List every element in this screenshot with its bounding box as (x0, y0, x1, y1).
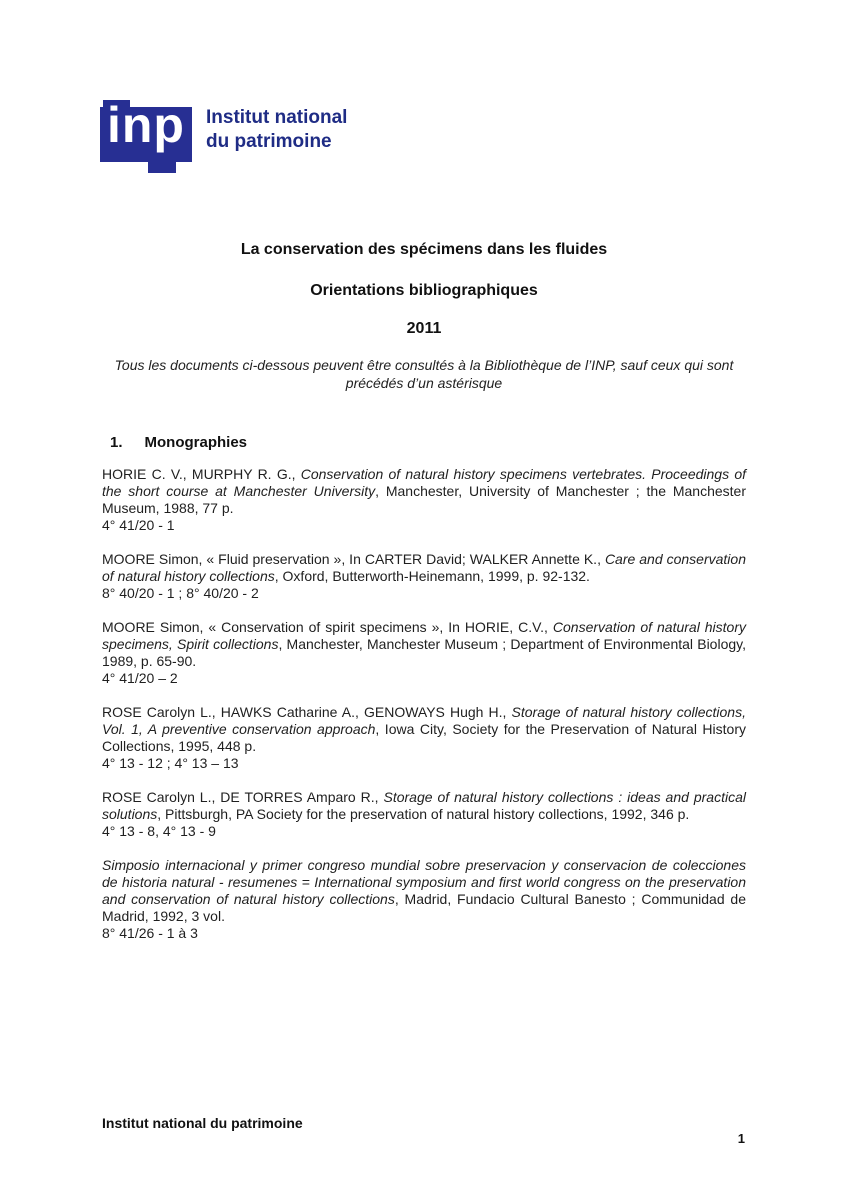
entry-text-plain: , Pittsburgh, PA Society for the preservation of natural history collections, 1992, 346 p. (157, 806, 690, 822)
entry-text-plain: , Manchester, Manchester Museum ; Department of Environmental Biology, 1989, p. 65-90. (102, 636, 746, 669)
document-subtitle: Orientations bibliographiques (310, 282, 538, 299)
section-number: 1. (110, 434, 123, 451)
logo-org-line1: Institut national (206, 107, 348, 128)
title-block (102, 240, 746, 392)
entry-call-number: 8° 40/20 - 1 ; 8° 40/20 - 2 (102, 585, 259, 601)
inp-logo (100, 97, 192, 162)
bibliography-entry (102, 704, 746, 772)
inp-logo-wordmark (206, 106, 347, 154)
entry-citation (102, 551, 746, 585)
entry-call-number: 8° 41/26 - 1 à 3 (102, 925, 198, 941)
bibliography-entry (102, 619, 746, 687)
bibliography-entry (102, 466, 746, 534)
entry-citation (102, 466, 746, 517)
logo-org-line2: du patrimoine (206, 131, 332, 152)
entry-text-plain: MOORE Simon, « Fluid preservation », In CARTER David; WALKER Annette K., (102, 551, 605, 567)
entry-call-number: 4° 13 - 12 ; 4° 13 – 13 (102, 755, 239, 771)
entry-title-italic: Conservation of natural history specimens, Spirit collections (102, 619, 747, 652)
document-year: 2011 (406, 320, 442, 337)
footer-org-name: Institut national du patrimoine (102, 1115, 303, 1131)
section-heading-monographies (102, 434, 247, 451)
entry-text-plain: MOORE Simon, « Conservation of spirit specimens », In HORIE, C.V., (102, 619, 553, 635)
section-title: Monographies (144, 434, 248, 451)
entry-citation (102, 619, 746, 670)
entry-title-italic: Storage of natural history collections, Vol. 1, A preventive conservation approach (102, 704, 746, 737)
entry-title-italic: Simposio internacional y primer congreso mundial sobre preservacion y conservacion de colecciones de historia natural - resumenes = International symposium and first world congress on the preservation and conservation of natural history collections (102, 857, 746, 907)
entry-citation (102, 789, 746, 823)
entry-text-plain: , Madrid, Fundacio Cultural Banesto ; Communidad de Madrid, 1992, 3 vol. (102, 891, 746, 924)
bibliography-list (102, 466, 746, 959)
entry-title-italic: Storage of natural history collections : ideas and practical solutions (102, 789, 746, 822)
entry-text-plain: ROSE Carolyn L., DE TORRES Amparo R., (102, 789, 384, 805)
bibliography-entry (102, 857, 746, 942)
page-number: 1 (737, 1131, 745, 1146)
entry-text-plain: , Iowa City, Society for the Preservation of Natural History Collections, 1995, 448 p. (102, 721, 746, 754)
availability-note: Tous les documents ci-dessous peuvent être consultés à la Bibliothèque de l’INP, sauf ceux qui sont précédés d’un astérisque (114, 357, 734, 391)
entry-call-number: 4° 41/20 – 2 (102, 670, 178, 686)
entry-text-plain: , Oxford, Butterworth-Heinemann, 1999, p. 92-132. (274, 568, 590, 584)
entry-call-number: 4° 41/20 - 1 (102, 517, 175, 533)
logo-tab-decoration (148, 161, 176, 173)
entry-citation (102, 857, 746, 925)
entry-title-italic: Conservation of natural history specimens vertebrates. Proceedings of the short course at Manchester University (102, 466, 747, 499)
entry-text-plain: HORIE C. V., MURPHY R. G., (102, 466, 301, 482)
entry-citation (102, 704, 746, 755)
document-title: La conservation des spécimens dans les fluides (240, 241, 608, 258)
entry-title-italic: Care and conservation of natural history collections (102, 551, 746, 584)
bibliography-entry (102, 789, 746, 840)
inp-logo-mark: inp (107, 97, 185, 153)
entry-text-plain: ROSE Carolyn L., HAWKS Catharine A., GENOWAYS Hugh H., (102, 704, 512, 720)
entry-call-number: 4° 13 - 8, 4° 13 - 9 (102, 823, 216, 839)
bibliography-entry (102, 551, 746, 602)
entry-text-plain: , Manchester, University of Manchester ; the Manchester Museum, 1988, 77 p. (102, 483, 746, 516)
